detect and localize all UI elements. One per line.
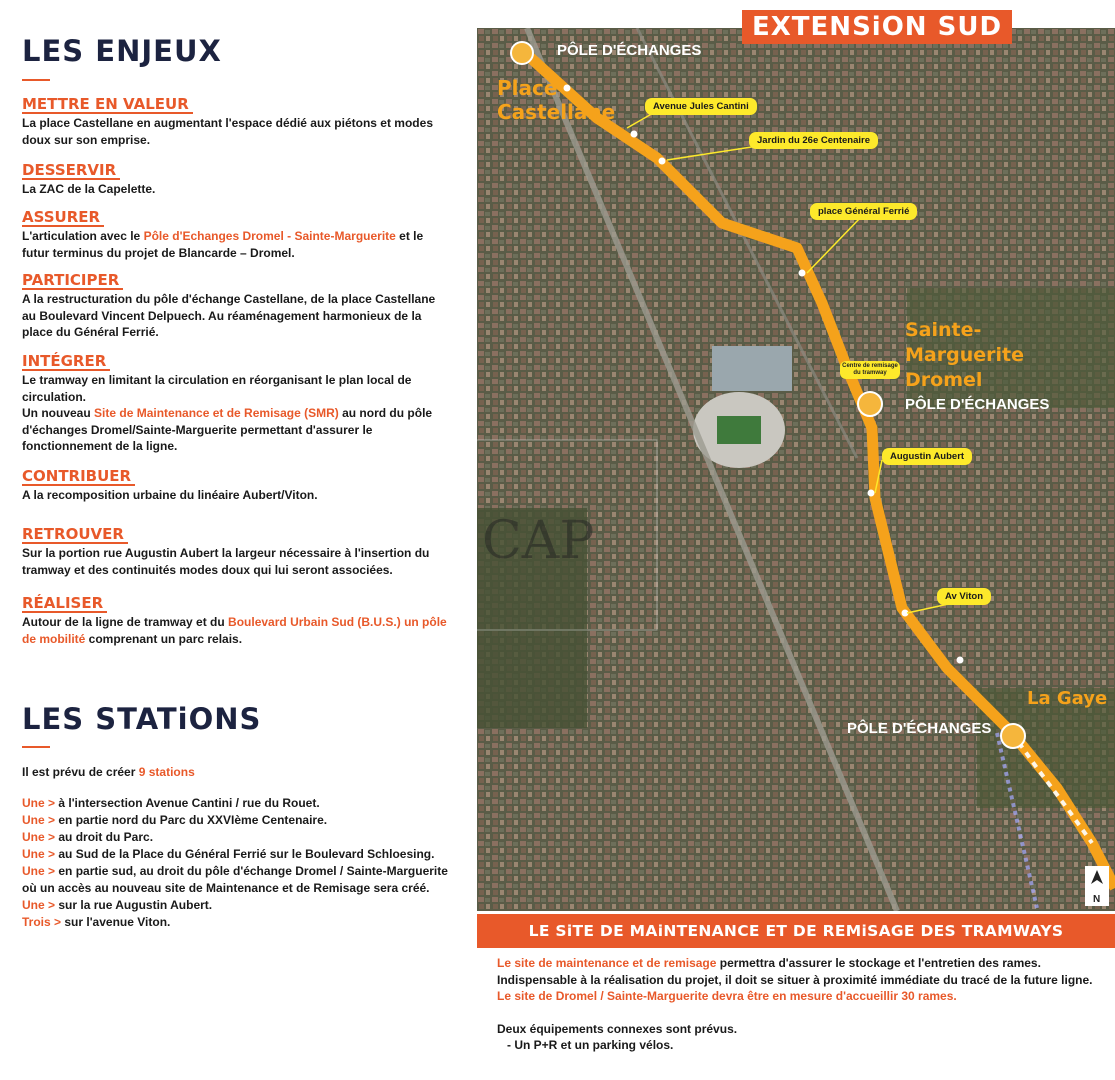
callout-smr: Centre de remisage du tramway (840, 361, 900, 379)
stations-count: 9 stations (138, 765, 195, 779)
enjeu-section (22, 526, 452, 578)
enjeu-body: A la restructuration du pôle d'échange Castellane, de la place Castellane au Boulevard Vincent Delpuech. Au réaménagement harmonieux de la place du Général Ferrié. (22, 292, 436, 339)
station-row: Une > au Sud de la Place du Général Ferrié sur le Boulevard Schloesing. (22, 847, 435, 861)
enjeu-title: METTRE EN VALEUR (22, 96, 193, 114)
enjeu-title: DESSERVIR (22, 162, 120, 180)
station-row: Une > en partie nord du Parc du XXVIème Centenaire. (22, 813, 328, 827)
enjeu-body: A la recomposition urbaine du linéaire Aubert/Viton. (22, 488, 318, 502)
stations-rule (22, 746, 50, 748)
pole-label-3: PÔLE D'ÉCHANGES (847, 720, 992, 737)
enjeux-rule (22, 79, 50, 81)
station-row: Une > en partie sud, au droit du pôle d'échange Dromel / Sainte-Marguerite où un accès au nouveau site de Maintenance et de Remisage sera créé. (22, 864, 448, 895)
callout-ferrie: place Général Ferrié (810, 203, 917, 220)
maintenance-text: Le site de maintenance et de remisage permettra d'assurer le stockage et l'entretien des rames. Indispensable à la réalisation du projet, il doit se situer à proximité immédiate du tracé de la future ligne. Le site de Dromel / Sainte-Marguerite devra être en mesure d'accueillir 30 rames. Deux équipements connexes sont prévus. - Un P+R et un parking vélos. (497, 956, 1093, 1052)
maintenance-banner: LE SiTE DE MAiNTENANCE ET DE REMiSAGE DES TRAMWAYS (477, 914, 1115, 948)
enjeu-title: INTÉGRER (22, 353, 110, 371)
aerial-map (477, 28, 1115, 911)
pole-dromel (858, 392, 882, 416)
pole-label-2: PÔLE D'ÉCHANGES (905, 396, 1050, 413)
callout-viton: Av Viton (937, 588, 991, 605)
enjeu-section (22, 468, 452, 504)
station-dot (957, 657, 964, 664)
enjeu-section (22, 272, 452, 341)
enjeu-section (22, 162, 452, 198)
enjeu-body: La place Castellane en augmentant l'espace dédié aux piétons et modes doux sur son emprise. (22, 116, 433, 147)
enjeu-title: CONTRIBUER (22, 468, 135, 486)
label-la-gaye: La Gaye (1027, 688, 1108, 709)
station-row: Trois > sur l'avenue Viton. (22, 915, 171, 929)
pole-castellane (511, 42, 533, 64)
enjeu-section (22, 209, 452, 261)
enjeu-body: L'articulation avec le Pôle d'Echanges Dromel - Sainte-Marguerite et le futur terminus du projet de Blancarde – Dromel. (22, 229, 424, 260)
station-dot (868, 490, 875, 497)
extension-sud-title: EXTENSiON SUD (742, 10, 1012, 44)
callout-cantini: Avenue Jules Cantini (645, 98, 757, 115)
station-dot (631, 131, 638, 138)
enjeu-section (22, 96, 452, 148)
enjeu-body: Sur la portion rue Augustin Aubert la largeur nécessaire à l'insertion du tramway et des continuités modes doux qui lui seront associées. (22, 546, 430, 577)
enjeux-title: LES ENJEUX (22, 34, 222, 68)
station-row: Une > sur la rue Augustin Aubert. (22, 898, 213, 912)
enjeu-title: RÉALISER (22, 595, 107, 613)
station-row: Une > à l'intersection Avenue Cantini / rue du Rouet. (22, 796, 320, 810)
enjeu-section (22, 353, 452, 455)
station-row: Une > au droit du Parc. (22, 830, 154, 844)
stations-list (22, 764, 462, 931)
stations-title: LES STATiONS (22, 702, 262, 736)
label-sainte-marguerite: Sainte-Marguerite Dromel (905, 319, 1024, 391)
enjeu-title: PARTICIPER (22, 272, 123, 290)
enjeu-body: Le tramway en limitant la circulation en réorganisant le plan local de circulation. Un nouveau Site de Maintenance et de Remisage (SMR) au nord du pôle d'échanges Dromel/Sainte-Marguerite permettant d'assurer le fonctionnement de la ligne. (22, 373, 433, 453)
station-dot (799, 270, 806, 277)
north-label: N (1093, 894, 1101, 905)
enjeu-title: RETROUVER (22, 526, 128, 544)
station-dot (659, 158, 666, 165)
enjeu-body: Autour de la ligne de tramway et du Boulevard Urbain Sud (B.U.S.) un pôle de mobilité comprenant un parc relais. (22, 615, 447, 646)
stations-intro: Il est prévu de créer 9 stations (22, 765, 195, 779)
callout-aubert: Augustin Aubert (882, 448, 972, 465)
callout-jardin: Jardin du 26e Centenaire (749, 132, 878, 149)
svg-text:CAP: CAP (482, 511, 595, 571)
label-place-castellane: Place Castellane (497, 76, 616, 124)
enjeu-section (22, 595, 452, 647)
pole-la-gaye (1001, 724, 1025, 748)
map-graphic (477, 28, 1115, 911)
pole-label-1: PÔLE D'ÉCHANGES (557, 42, 702, 59)
enjeu-body: La ZAC de la Capelette. (22, 182, 156, 196)
enjeu-title: ASSURER (22, 209, 104, 227)
